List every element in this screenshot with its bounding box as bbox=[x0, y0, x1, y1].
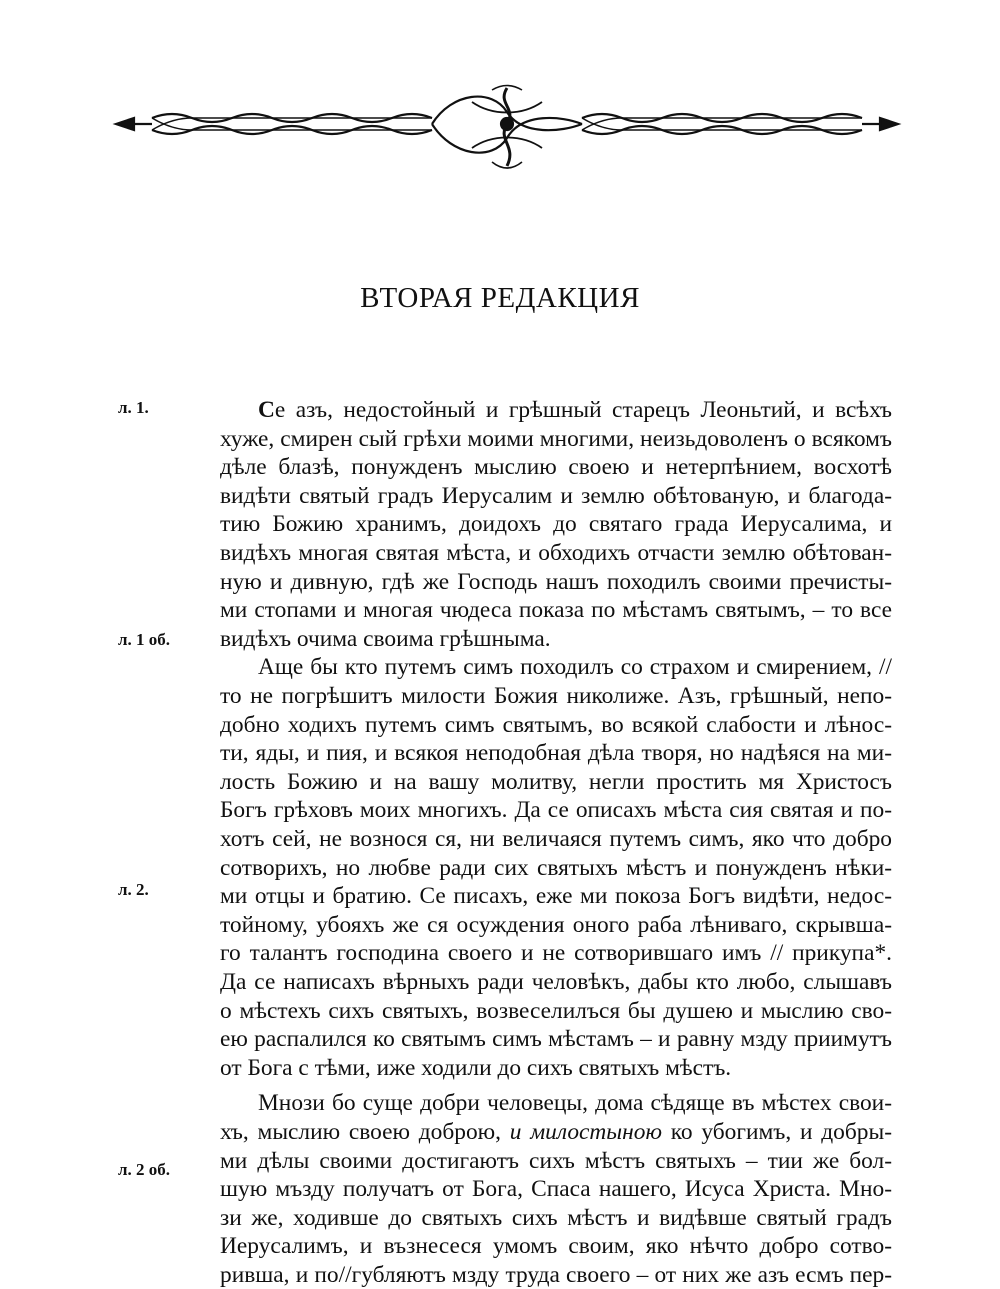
folio-note: л. 2. bbox=[118, 880, 149, 899]
text-line: ми дѣлы своими достигаютъ сихъ мѣстъ святыхъ – тии же бол- bbox=[220, 1148, 892, 1174]
text-line: Да се написахъ вѣрныхъ ради человѣкъ, дабы кто любо, слышавъ bbox=[220, 969, 892, 995]
text-line: ми отцы и братию. Се писахъ, еже ми покоза Богъ видѣти, недос- bbox=[220, 883, 892, 909]
text-line: хотъ сей, не вознося ся, ни величаяся путемъ симъ, яко что добро bbox=[220, 826, 892, 852]
text-line: Аще бы кто путемъ симъ походилъ со страхом и смирением, // bbox=[258, 654, 892, 680]
folio-note: л. 1. bbox=[118, 398, 149, 417]
text-line: ривша, и по//губляютъ мзду труда своего – от них же азъ есмъ пер- bbox=[220, 1262, 892, 1288]
text-line: Богъ грѣховъ моих многихъ. Да се описахъ мѣста сия святая и по- bbox=[220, 797, 892, 823]
text-line: шую мъзду получатъ от Бога, Спаса нашего, Исуса Христа. Мно- bbox=[220, 1176, 892, 1202]
page-title: ВТОРАЯ РЕДАКЦИЯ bbox=[360, 282, 640, 314]
text-line: хуже, смирен сый грѣхи моими многими, неизьдоволенъ о всякомъ bbox=[220, 426, 892, 452]
text-line: видѣти святый градъ Иерусалим и землю обѣтованую, и благода- bbox=[220, 483, 892, 509]
line-text: ко убогимъ, и добры- bbox=[661, 1119, 892, 1145]
text-line: ею распалился ко святымъ симъ мѣстамъ – и равну мзду приимутъ bbox=[220, 1026, 892, 1052]
text-line: тойному, убояхъ же ся осуждения оного раба лѣниваго, скрывша- bbox=[220, 912, 892, 938]
text-line: добно ходихъ путемъ симъ святымъ, во всякой слабости и лѣнос- bbox=[220, 712, 892, 738]
text-line: то не погрѣшитъ милости Божия николиже. Азъ, грѣшный, непо- bbox=[220, 683, 892, 709]
text-line: о мѣстехъ сихъ святыхъ, возвеселилъся бы душею и мыслию сво- bbox=[220, 998, 892, 1024]
text-line: дѣле блазѣ, понужденъ мыслию своею и нетерпѣнием, восхотѣ bbox=[220, 454, 892, 480]
line-text: хъ, мыслию своею доброю, bbox=[220, 1119, 510, 1145]
folio-note: л. 1 об. bbox=[118, 630, 171, 649]
folio-note: л. 2 об. bbox=[118, 1160, 171, 1179]
line-text: е азъ, недостойный и грѣшный старецъ Леоньтий, и всѣхъ bbox=[274, 397, 892, 423]
text-line bbox=[220, 1118, 892, 1146]
text-line: от Бога с тѣми, иже ходили до сихъ святыхъ мѣстъ. bbox=[220, 1055, 732, 1081]
text-line: Иерусалимъ, и възнесеся умомъ своим, яко нѣчто добро сотво- bbox=[220, 1233, 892, 1259]
text-line: ми стопами и многая чюдеса показа по мѣстамъ святымъ, – то все bbox=[220, 597, 892, 623]
italic-text: и милостыною bbox=[509, 1119, 662, 1145]
text-line: видѣхъ очима своима грѣшныма. bbox=[220, 626, 551, 652]
text-line bbox=[258, 396, 892, 424]
text-line: видѣхъ многая святая мѣста, и обходихъ отчасти землю обѣтован- bbox=[220, 540, 892, 566]
text-line: зи же, ходивше до святыхъ сихъ мѣстъ и видѣвше святый градъ bbox=[220, 1205, 892, 1231]
text-line: Мнози бо суще добри человецы, дома сѣдяще въ мѣстех свои- bbox=[258, 1090, 892, 1116]
text-line: лость Божию и на вашу молитву, негли простить мя Христосъ bbox=[220, 769, 892, 795]
decorative-ornament bbox=[112, 82, 902, 172]
text-line: сотворихъ, но любве ради сих святыхъ мѣстъ и понужденъ нѣки- bbox=[220, 855, 892, 881]
text-line: тию Божию хранимъ, доидохъ до святаго града Иерусалима, и bbox=[220, 511, 892, 537]
initial-letter: С bbox=[258, 397, 275, 423]
text-line: ную и дивную, гдѣ же Господь нашъ походилъ своими пречисты- bbox=[220, 569, 892, 595]
text-line: ти, яды, и пия, и всякоя неподобная дѣла творя, но надѣяся на ми- bbox=[220, 740, 892, 766]
text-line: го талантъ господина своего и не сотворившаго имъ // прикупа*. bbox=[220, 940, 892, 966]
